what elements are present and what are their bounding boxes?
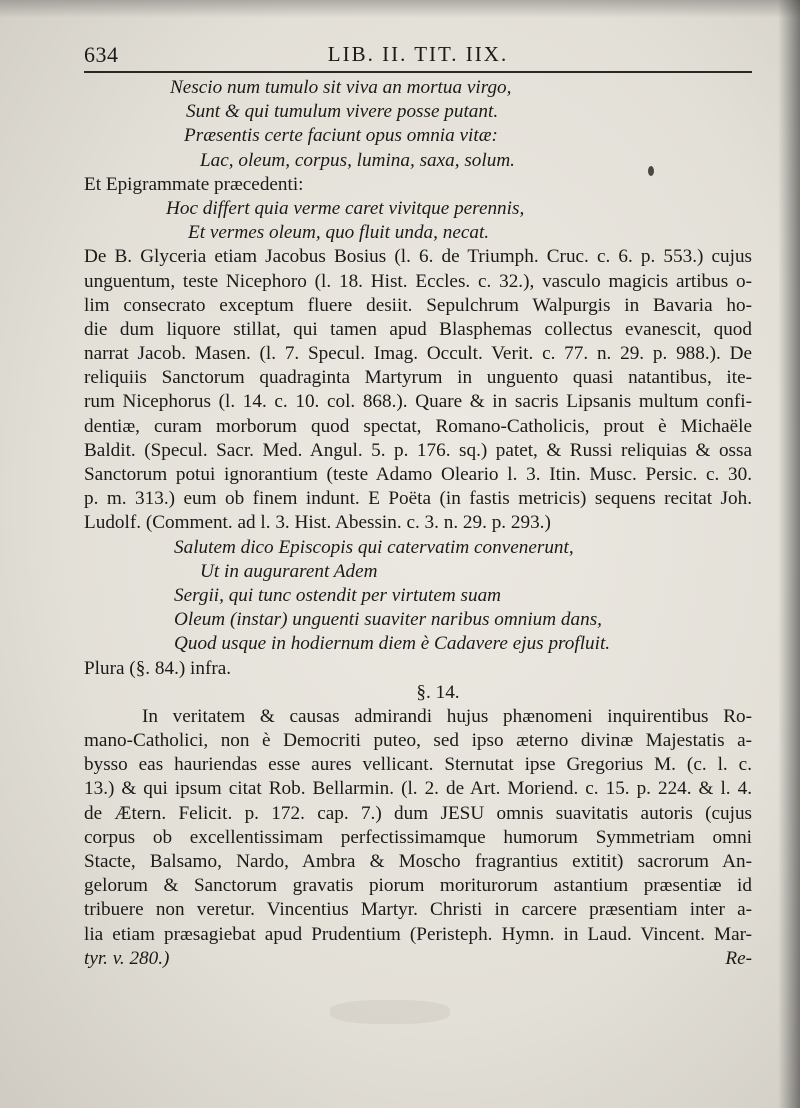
verse-line: Quod usque in hodiernum diem è Cadavere ejus profluit. — [174, 633, 611, 655]
verse-line: Lac, oleum, corpus, lumina, saxa, solum. — [200, 149, 515, 171]
verse-line: Hoc differt quia verme caret vivitque perennis, — [166, 197, 525, 219]
text-line: De B. Glyceria etiam Jacobus Bosius (l. 6. de Triumph. Cruc. c. 6. p. 553.) cujus — [84, 246, 752, 268]
page-header — [84, 40, 752, 70]
text-line: die dum liquore stillat, qui tamen apud Blasphemas collectus evanescit, quod — [84, 318, 752, 340]
text-line-last — [84, 947, 752, 971]
running-head: LIB. II. TIT. IIX. — [327, 42, 509, 66]
text-line: reliquiis Sanctorum quadraginta Martyrum in unguento quasi natantibus, ite- — [84, 367, 752, 389]
verse-line: Ut in augurarent Adem — [200, 560, 378, 582]
text-line: tyr. v. 280.) — [84, 947, 170, 969]
text-line: Plura (§. 84.) infra. — [84, 657, 232, 679]
text-line: 13.) & qui ipsum citat Rob. Bellarmin. (l. 2. de Art. Moriend. c. 15. p. 224. & l. 4. — [84, 778, 752, 800]
verse-line: Nescio num tumulo sit viva an mortua virgo, — [170, 77, 512, 98]
paper-stain — [330, 1000, 450, 1024]
catchword: Re- — [725, 947, 752, 969]
verse-line: Et vermes oleum, quo fluit unda, necat. — [188, 222, 490, 244]
text-line: bysso eas hauriendas esse aures vellicant. Sternutat ipse Gregorius M. (c. l. c. — [84, 754, 752, 776]
page-shadow-top — [0, 0, 800, 18]
page-number: 634 — [84, 42, 119, 67]
text-line: p. m. 313.) eum ob finem indunt. E Poëta (in fastis metricis) sequens recitat Joh. — [84, 488, 752, 510]
verse-line: Sunt & qui tumulum vivere posse putant. — [186, 101, 499, 123]
section-heading: §. 14. — [416, 681, 460, 703]
text-line: Et Epigrammate præcedenti: — [84, 173, 304, 195]
text-line: corpus ob excellentissimam perfectissimamque humorum Symmetriam omni — [84, 826, 752, 848]
text-line: narrat Jacob. Masen. (l. 7. Specul. Imag. Occult. Verit. c. 77. n. 29. p. 988.). De — [84, 343, 752, 365]
text-line: de Ætern. Felicit. p. 172. cap. 7.) dum JESU omnis suavitatis autoris (cujus — [84, 802, 752, 824]
text-line: unguentum, teste Nicephoro (l. 18. Hist. Eccles. c. 32.), vasculo magicis artibus o- — [84, 270, 752, 292]
verse-line: Sergii, qui tunc ostendit per virtutem suam — [174, 584, 502, 606]
text-line: Sanctorum potui ignorantium (teste Adamo Oleario l. 3. Itin. Musc. Persic. c. 30. — [84, 464, 752, 485]
header-rule — [84, 71, 752, 73]
body-text — [84, 76, 752, 971]
text-line: lim consecrato exceptum fluere desiit. Sepulchrum Walpurgis in Bavaria ho- — [84, 294, 752, 316]
verse-line: Oleum (instar) unguenti suaviter naribus omnium dans, — [174, 609, 602, 631]
text-line: rum Nicephorus (l. 14. c. 10. col. 868.). Quare & in sacris Lipsanis multum confi- — [84, 391, 752, 413]
text-line: mano-Catholici, non è Democriti puteo, sed ipso æterno divinæ Majestatis a- — [84, 730, 752, 752]
text-line: Baldit. (Specul. Sacr. Med. Angul. 5. p. 176. sq.) patet, & Russi reliquias & ossa — [84, 439, 752, 461]
text-line: gelorum & Sanctorum gravatis piorum moriturorum astantium præsentiæ id — [84, 875, 752, 897]
verse-line: Salutem dico Episcopis qui catervatim convenerunt, — [174, 536, 574, 558]
text-line: tribuere non veretur. Vincentius Martyr. Christi in carcere præsentiam inter a- — [84, 899, 752, 921]
text-line: Stacte, Balsamo, Nardo, Ambra & Moscho fragrantius extitit) sacrorum An- — [84, 851, 752, 872]
text-line: lia etiam præsagiebat apud Prudentium (Peristeph. Hymn. in Laud. Vincent. Mar- — [84, 923, 752, 945]
page-gutter-shadow — [778, 0, 800, 1108]
text-line: dentiæ, curam morborum quod spectat, Romano-Catholicis, prout è Michaële — [84, 415, 752, 437]
text-line: In veritatem & causas admirandi hujus phænomeni inquirentibus Ro- — [142, 705, 752, 727]
ink-spot — [648, 166, 654, 176]
text-line: Ludolf. (Comment. ad l. 3. Hist. Abessin. c. 3. n. 29. p. 293.) — [84, 512, 551, 534]
verse-line: Præsentis certe faciunt opus omnia vitæ: — [184, 125, 498, 147]
